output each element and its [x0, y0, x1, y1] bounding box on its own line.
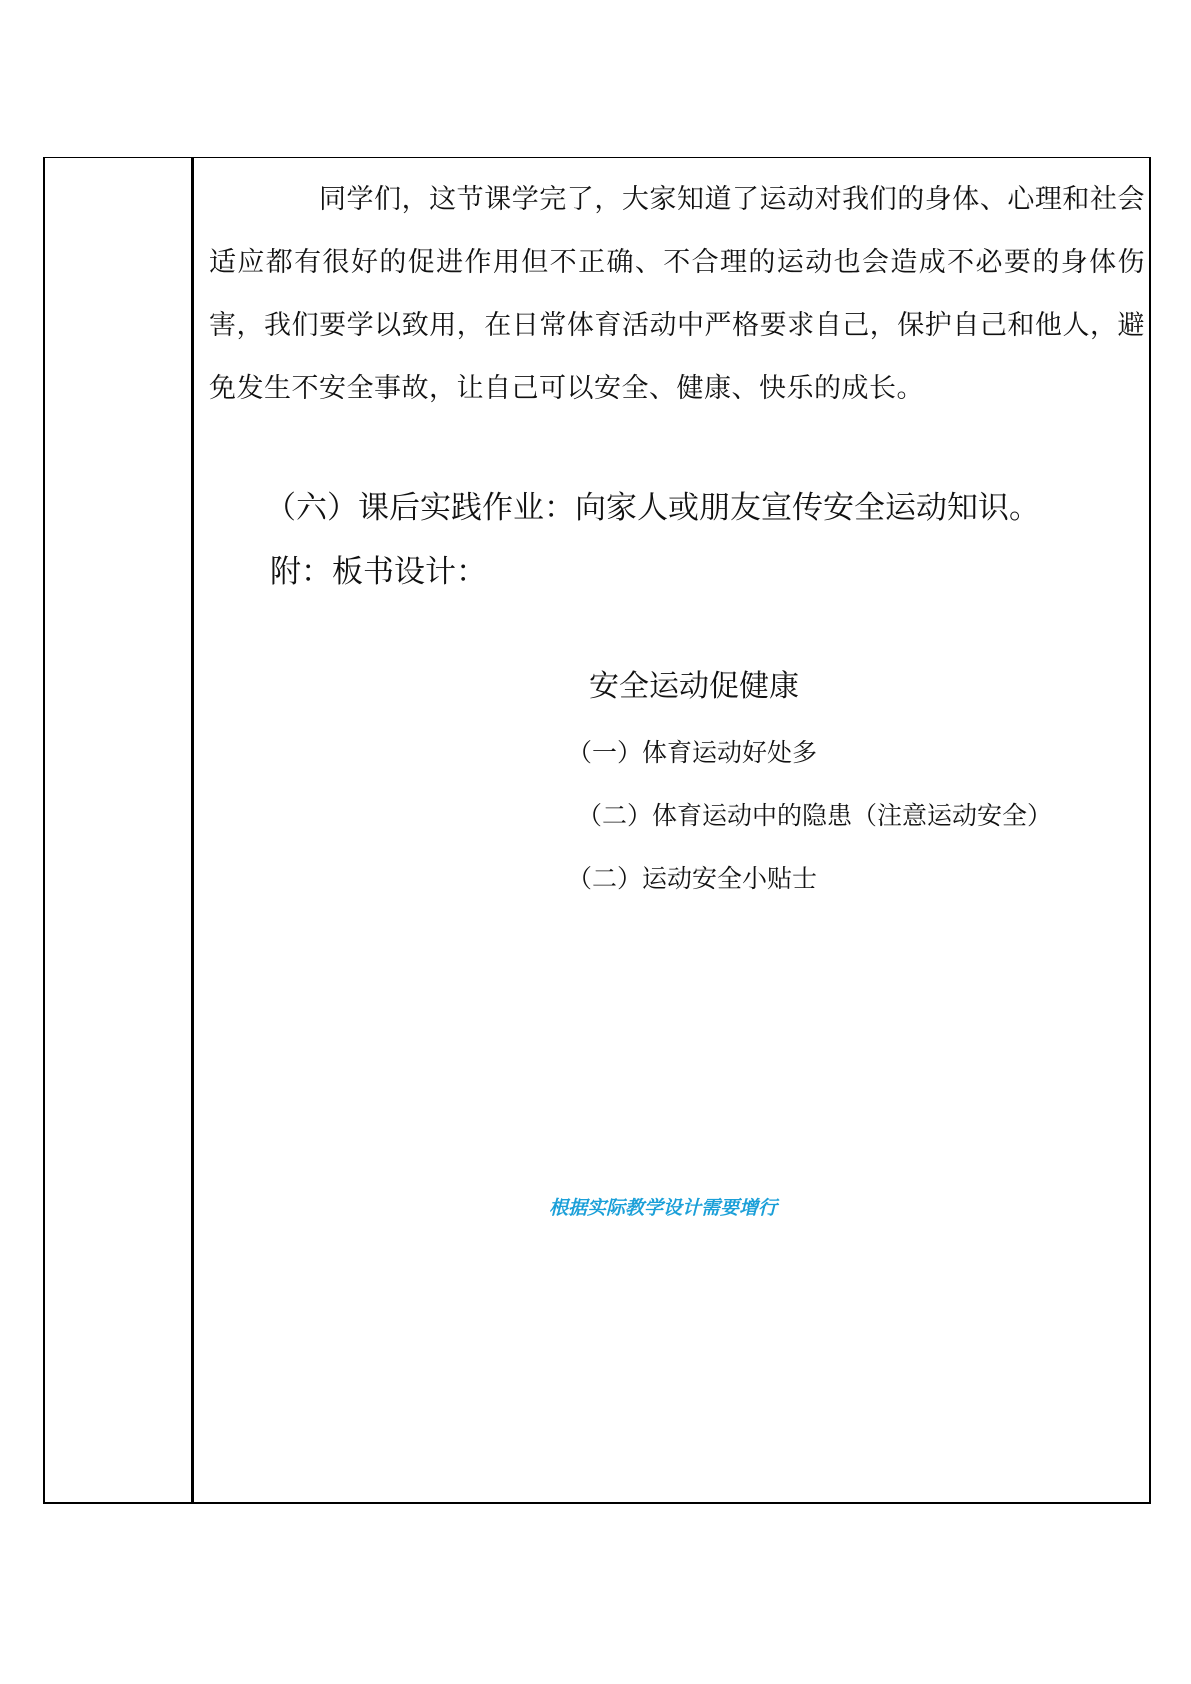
board-design-item: （二）运动安全小贴士 — [567, 864, 818, 893]
add-rows-note: 根据实际教学设计需要增行 — [549, 1197, 778, 1219]
label-column-cell — [45, 158, 194, 1502]
homework-line: （六）课后实践作业：向家人或朋友宣传安全运动知识。 — [265, 490, 1040, 526]
board-design-title: 安全运动促健康 — [589, 669, 799, 704]
board-design-item: （一）体育运动好处多 — [567, 738, 818, 767]
content-column-cell — [197, 158, 1149, 1502]
appendix-label: 附：板书设计： — [270, 554, 487, 590]
board-design-item: （二）体育运动中的隐患（注意运动安全） — [577, 801, 1053, 830]
lesson-plan-table — [43, 157, 1151, 1504]
closing-paragraph: 同学们，这节课学完了，大家知道了运动对我们的身体、心理和社会适应都有很好的促进作用但不正确、不合理的运动也会造成不必要的身体伤害，我们要学以致用，在日常体育活动中严格要求自己，保护自己和他人，避免发生不安全事故，让自己可以安全、健康、快乐的成长。 — [209, 184, 1145, 404]
